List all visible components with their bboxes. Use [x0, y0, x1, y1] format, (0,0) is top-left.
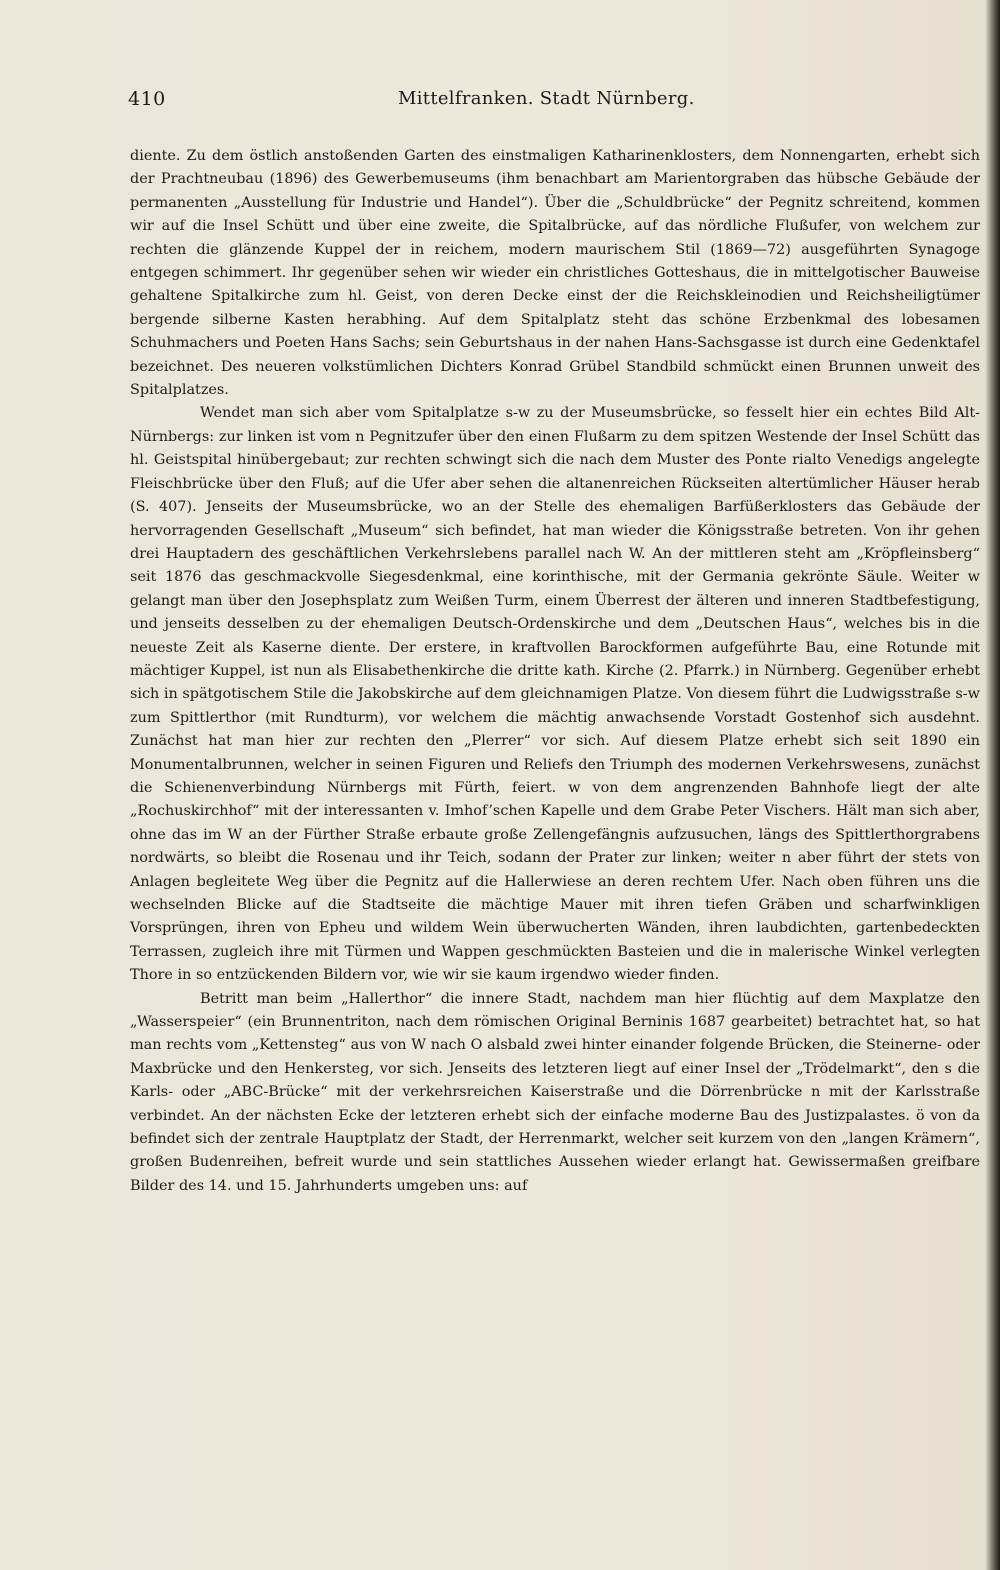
page-header — [128, 88, 978, 118]
paragraph-2: Wendet man sich aber vom Spitalplatze s-w zu der Museumsbrücke, so fesselt hier ein echtes Bild Alt-Nürnbergs: zur linken ist vom n Pegnitzufer über den einen Flußarm zu dem spitzen Westende der Insel Schütt das hl. Geistspital hinübergebaut; zur rechten schwingt sich die nach dem Muster des Ponte rialto Venedigs angelegte Fleischbrücke über den Fluß; auf die Ufer aber sehen die altanenreichen Rückseiten altertümlicher Häuser herab (S. 407). Jenseits der Museumsbrücke, wo an der Stelle des ehemaligen Barfüßerklosters das Gebäude der hervorragenden Gesellschaft „Museum“ sich befindet, hat man wieder die Königsstraße betreten. Von ihr gehen drei Hauptadern des geschäftlichen Verkehrslebens parallel nach W. An der mittleren steht am „Kröpfleinsberg“ seit 1876 das geschmackvolle Siegesdenkmal, eine korinthische, mit der Germania gekrönte Säule. Weiter w gelangt man über den Josephsplatz zum Weißen Turm, einem Überrest der älteren und inneren Stadtbefestigung, und jenseits desselben zu der ehemaligen Deutsch-Ordenskirche und dem „Deutschen Haus“, welches bis in die neueste Zeit als Kaserne diente. Der erstere, in kraftvollen Barockformen aufgeführte Bau, eine Rotunde mit mächtiger Kuppel, ist nun als Elisabethenkirche die dritte kath. Kirche (2. Pfarrk.) in Nürnberg. Gegenüber erhebt sich in spätgotischem Stile die Jakobskirche auf dem gleichnamigen Platze. Von diesem führt die Ludwigsstraße s-w zum Spittlerthor (mit Rundturm), vor welchem die mächtig anwachsende Vorstadt Gostenhof sich ausdehnt. Zunächst hat man hier zur rechten den „Plerrer“ vor sich. Auf diesem Platze erhebt sich seit 1890 ein Monumentalbrunnen, welcher in seinen Figuren und Reliefs den Triumph des modernen Verkehrswesens, zunächst die Schienenverbindung Nürnbergs mit Fürth, feiert. w von dem angrenzenden Bahnhofe liegt der alte „Rochuskirchhof“ mit der interessanten v. Imhof’schen Kapelle und dem Grabe Peter Vischers. Hält man sich aber, ohne das im W an der Fürther Straße erbaute große Zellengefängnis aufzusuchen, längs des Spittlerthorgrabens nordwärts, so bleibt die Rosenau und ihr Teich, sodann der Prater zur linken; weiter n aber führt der stets von Anlagen begleitete Weg über die Pegnitz auf die Hallerwiese an deren rechtem Ufer. Nach oben führen uns die wechselnden Blicke auf die Stadtseite die mächtige Mauer mit ihren tiefen Gräben und scharfwinkligen Vorsprüngen, ihren von Epheu und wildem Wein überwucherten Wänden, ihren laubdichten, gartenbedeckten Terrassen, zugleich ihre mit Türmen und Wappen geschmückten Basteien und die in malerische Winkel verlegten Thore in so entzückenden Bildern vor, wie wir sie kaum irgendwo wieder finden. — [130, 405, 980, 984]
paragraph-1: diente. Zu dem östlich anstoßenden Garten des einstmaligen Katharinenklosters, dem Nonnengarten, erhebt sich der Prachtneubau (1896) des Gewerbemuseums (ihm benachbart am Marientorgraben das hübsche Gebäude der permanenten „Ausstellung für Industrie und Handel“). Über die „Schuldbrücke“ der Pegnitz schreitend, kommen wir auf die Insel Schütt und über eine zweite, die Spitalbrücke, auf das nördliche Flußufer, von welchem zur rechten die glänzende Kuppel der in reichem, modern maurischem Stil (1869—72) ausgeführten Synagoge entgegen schimmert. Ihr gegenüber sehen wir wieder ein christliches Gotteshaus, die in mittelgotischer Bauweise gehaltene Spitalkirche zum hl. Geist, von deren Decke einst der die Reichskleinodien und Reichsheiligtümer bergende silberne Kasten herabhing. Auf dem Spitalplatz steht das schöne Erzbenkmal des lobesamen Schuhmachers und Poeten Hans Sachs; sein Geburtshaus in der nahen Hans-Sachsgasse ist durch eine Gedenktafel bezeichnet. Des neueren volkstümlichen Dichters Konrad Grübel Standbild schmückt einen Brunnen unweit des Spitalplatzes. — [130, 148, 980, 399]
paragraph-3: Betritt man beim „Hallerthor“ die innere Stadt, nachdem man hier flüchtig auf dem Maxplatze den „Wasserspeier“ (ein Brunnentriton, nach dem römischen Original Berninis 1687 gearbeitet) betrachtet hat, so hat man rechts vom „Kettensteg“ aus von W nach O alsbald zwei hinter einander folgende Brücken, die Steinerne- oder Maxbrücke und den Henkersteg, vor sich. Jenseits des letzteren liegt auf einer Insel der „Trödelmarkt“, den s die Karls- oder „ABC-Brücke“ mit der verkehrsreichen Kaiserstraße und die Dörrenbrücke n mit der Karlsstraße verbindet. An der nächsten Ecke der letzteren erhebt sich der einfache moderne Bau des Justizpalastes. ö von da befindet sich der zentrale Hauptplatz der Stadt, der Herrenmarkt, welcher seit kurzem von den „langen Krämern“, großen Budenreihen, befreit wurde und sein stattliches Aussehen wieder erlangt hat. Gewissermaßen greifbare Bilder des 14. und 15. Jahrhunderts umgeben uns: auf — [130, 990, 980, 1194]
page-number: 410 — [128, 88, 166, 110]
body-text — [130, 145, 980, 1198]
running-head: Mittelfranken. Stadt Nürnberg. — [398, 88, 695, 109]
book-spine-shadow — [986, 0, 1000, 1570]
